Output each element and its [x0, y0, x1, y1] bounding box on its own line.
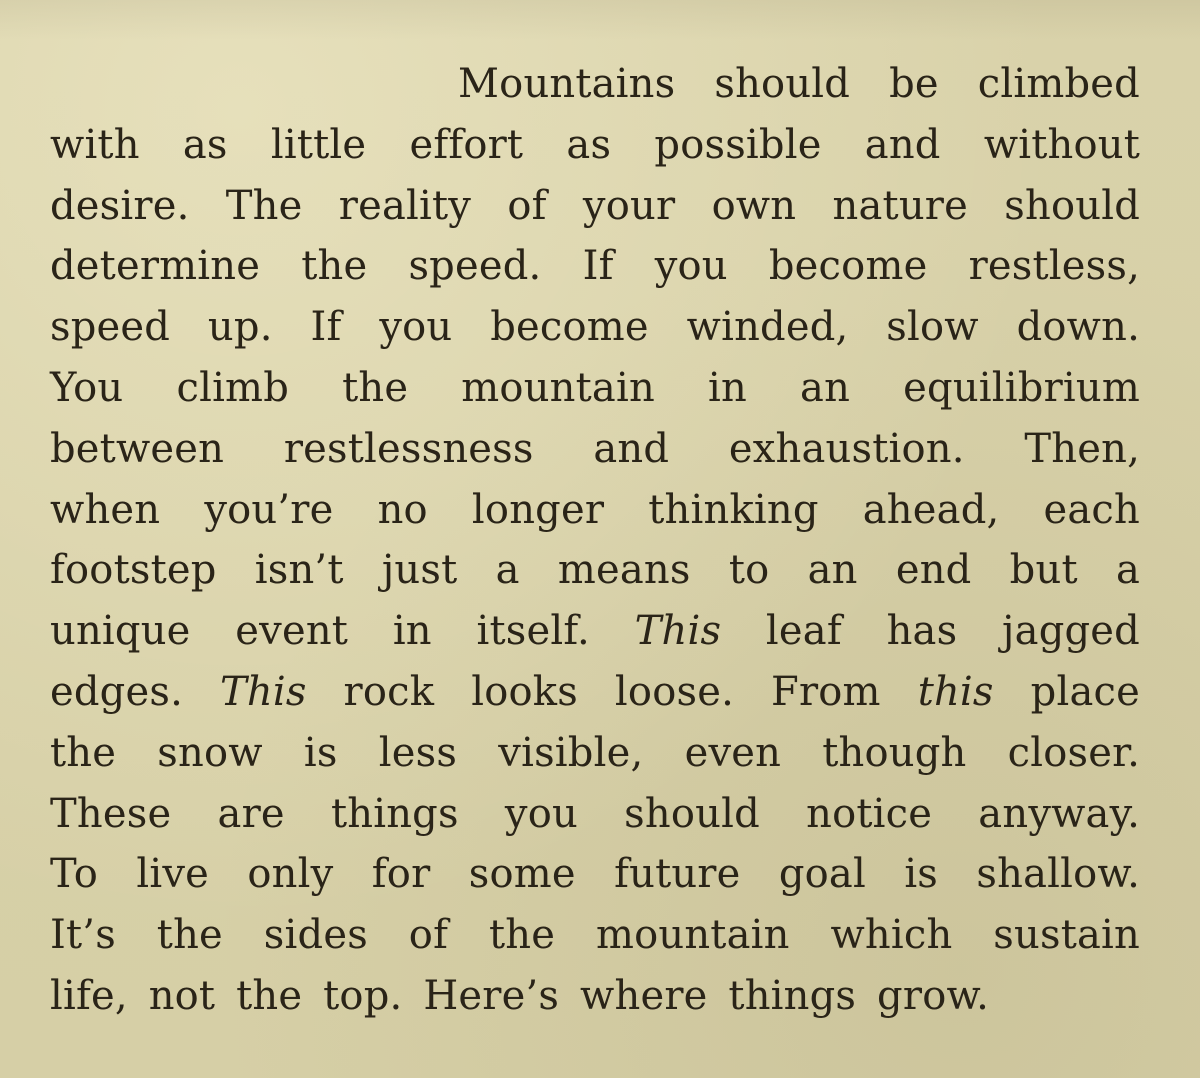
- text-line-10: [50, 601, 1140, 662]
- text-segment: edges.: [50, 668, 220, 715]
- text-line-11: [50, 662, 1140, 723]
- text-line-13: These are things you should notice anyway.: [50, 790, 1140, 837]
- text-segment: place: [993, 668, 1140, 715]
- text-line-16: life, not the top. Here’s where things grow.: [50, 972, 990, 1019]
- text-segment: leaf has jagged: [721, 608, 1140, 655]
- text-line-4: determine the speed. If you become restless,: [50, 243, 1140, 290]
- text-line-8: when you’re no longer thinking ahead, each: [50, 486, 1140, 533]
- page-shadow: [0, 0, 1200, 40]
- text-line-12: the snow is less visible, even though closer.: [50, 729, 1140, 776]
- text-line-9: footstep isn’t just a means to an end but a: [50, 547, 1140, 594]
- italic-emphasis: This: [220, 668, 307, 715]
- text-segment: unique event in itself.: [50, 608, 635, 655]
- passage: [50, 54, 1140, 1027]
- text-line-1: Mountains should be climbed: [458, 61, 1140, 107]
- text-line-7: between restlessness and exhaustion. Then,: [50, 425, 1140, 472]
- text-line-2: with as little effort as possible and without: [50, 121, 1140, 168]
- text-line-5: speed up. If you become winded, slow down.: [50, 304, 1140, 351]
- italic-emphasis: This: [634, 608, 722, 655]
- text-line-6: You climb the mountain in an equilibrium: [50, 364, 1140, 411]
- text-line-3: desire. The reality of your own nature should: [50, 182, 1140, 229]
- italic-emphasis: this: [917, 668, 994, 715]
- text-line-15: It’s the sides of the mountain which sustain: [50, 912, 1140, 959]
- text-segment: rock looks loose. From: [306, 668, 918, 715]
- text-line-14: To live only for some future goal is shallow.: [50, 851, 1140, 898]
